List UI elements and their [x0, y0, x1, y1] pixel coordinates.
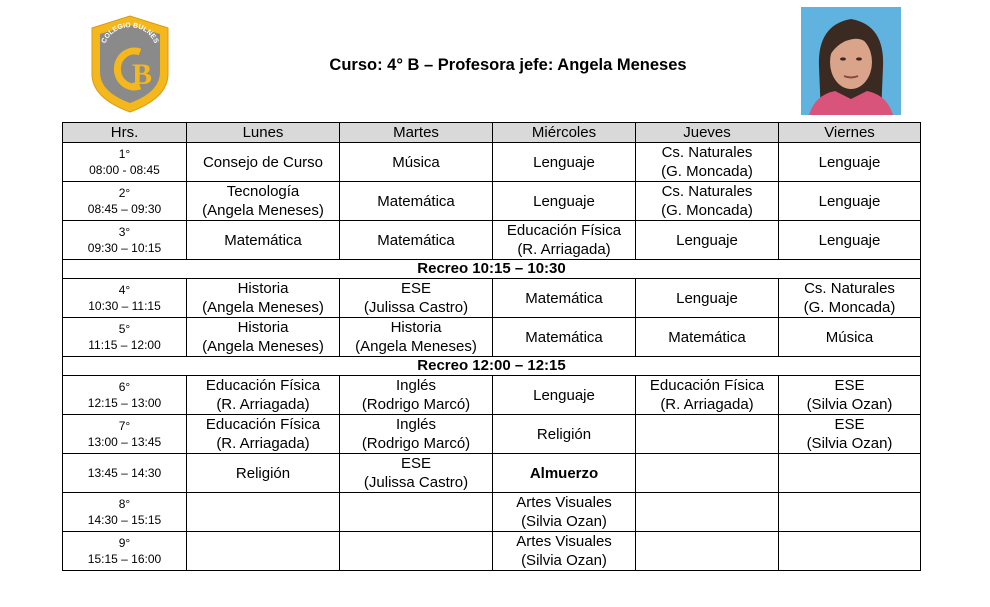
class-cell: [340, 532, 493, 571]
period-number: 5°: [118, 322, 131, 336]
subject-name: Educación Física: [205, 416, 321, 433]
schedule-table: [62, 122, 921, 571]
header-jueves: Jueves: [636, 123, 779, 143]
class-cell: [636, 143, 779, 182]
class-cell: [636, 454, 779, 493]
svg-text:B: B: [132, 58, 153, 91]
period-cell: [63, 318, 187, 357]
subject-name: Cs. Naturales: [661, 183, 753, 200]
subject-name: Música: [825, 328, 874, 346]
table-row: [63, 279, 921, 318]
table-row: [63, 532, 921, 571]
period-time: 08:00 - 08:45: [89, 163, 160, 177]
class-cell: [493, 376, 636, 415]
period-number: 8°: [118, 497, 131, 511]
class-cell: [187, 318, 340, 357]
period-time: 10:30 – 11:15: [88, 299, 161, 313]
class-cell: [187, 532, 340, 571]
class-cell: [340, 493, 493, 532]
period-number: 9°: [118, 536, 131, 550]
subject-name: Inglés: [395, 377, 437, 394]
class-cell: [340, 221, 493, 260]
subject-name: Almuerzo: [529, 464, 599, 482]
teacher-photo: [801, 7, 901, 115]
period-time: 09:30 – 10:15: [87, 241, 162, 255]
header-row: [63, 123, 921, 143]
class-cell: [340, 376, 493, 415]
class-cell: [187, 221, 340, 260]
header-viernes: Viernes: [779, 123, 921, 143]
teacher-name: (R. Arriagada): [216, 396, 310, 413]
class-cell: [779, 182, 921, 221]
class-cell: [636, 318, 779, 357]
class-cell: [636, 279, 779, 318]
teacher-name: (Rodrigo Marcó): [361, 396, 471, 413]
header-miercoles: Miércoles: [493, 123, 636, 143]
class-cell: [187, 454, 340, 493]
table-row: [63, 182, 921, 221]
teacher-name: (Julissa Castro): [363, 474, 469, 491]
class-cell: [493, 318, 636, 357]
class-cell: [493, 415, 636, 454]
class-cell: [493, 454, 636, 493]
subject-name: Artes Visuales: [516, 533, 612, 550]
subject-name: Educación Física: [506, 222, 622, 239]
subject-name: Historia: [390, 319, 442, 336]
period-time: 08:45 – 09:30: [87, 202, 162, 216]
subject-name: Inglés: [395, 416, 437, 433]
class-cell: [340, 182, 493, 221]
recess-label: Recreo 12:00 – 12:15: [63, 357, 921, 376]
recess-row: [63, 260, 921, 279]
subject-name: Matemática: [224, 231, 302, 249]
period-cell: [63, 221, 187, 260]
class-cell: [779, 221, 921, 260]
period-number: 4°: [118, 283, 131, 297]
subject-name: Educación Física: [649, 377, 765, 394]
class-cell: [340, 318, 493, 357]
subject-name: ESE: [834, 377, 865, 394]
teacher-name: (Julissa Castro): [363, 299, 469, 316]
header-hrs: Hrs.: [63, 123, 187, 143]
page-title: Curso: 4° B – Profesora jefe: Angela Meneses: [329, 56, 687, 74]
class-cell: [779, 318, 921, 357]
class-cell: [493, 279, 636, 318]
class-cell: [779, 493, 921, 532]
class-cell: [187, 415, 340, 454]
teacher-name: (G. Moncada): [661, 163, 753, 180]
subject-name: Tecnología: [226, 183, 300, 200]
class-cell: [340, 415, 493, 454]
subject-name: Lenguaje: [818, 153, 881, 171]
period-time: 14:30 – 15:15: [87, 513, 162, 527]
class-cell: [187, 279, 340, 318]
teacher-name: (Angela Meneses): [202, 338, 324, 355]
subject-name: Lenguaje: [818, 231, 881, 249]
period-cell: [63, 532, 187, 571]
teacher-name: (Silvia Ozan): [521, 513, 607, 530]
subject-name: Lenguaje: [533, 386, 595, 404]
class-cell: [636, 415, 779, 454]
teacher-name: (G. Moncada): [803, 299, 896, 316]
subject-name: Historia: [237, 319, 289, 336]
subject-name: Educación Física: [205, 377, 321, 394]
period-cell: [63, 143, 187, 182]
class-cell: [187, 143, 340, 182]
subject-name: Lenguaje: [676, 289, 738, 307]
class-cell: [187, 376, 340, 415]
teacher-name: (Angela Meneses): [202, 202, 324, 219]
class-cell: [187, 493, 340, 532]
class-cell: [187, 182, 340, 221]
teacher-name: (Silvia Ozan): [806, 435, 893, 452]
period-cell: [63, 493, 187, 532]
class-cell: [340, 454, 493, 493]
subject-name: Religión: [536, 425, 592, 443]
subject-name: ESE: [834, 416, 865, 433]
period-time: 12:15 – 13:00: [87, 396, 162, 410]
school-logo: [88, 12, 172, 114]
class-cell: [636, 376, 779, 415]
subject-name: Cs. Naturales: [804, 280, 895, 297]
period-cell: [63, 415, 187, 454]
class-cell: [779, 143, 921, 182]
class-cell: [340, 143, 493, 182]
class-cell: [636, 532, 779, 571]
teacher-name: (Silvia Ozan): [806, 396, 893, 413]
table-row: [63, 143, 921, 182]
table-row: [63, 493, 921, 532]
period-number: 1°: [118, 147, 131, 161]
teacher-name: (Rodrigo Marcó): [361, 435, 471, 452]
class-cell: [779, 279, 921, 318]
subject-name: Lenguaje: [676, 231, 738, 249]
class-cell: [493, 221, 636, 260]
subject-name: Matemática: [377, 231, 455, 249]
header-lunes: Lunes: [187, 123, 340, 143]
subject-name: ESE: [400, 455, 431, 472]
recess-label: Recreo 10:15 – 10:30: [63, 260, 921, 279]
subject-name: Lenguaje: [533, 153, 595, 171]
class-cell: [779, 532, 921, 571]
teacher-name: (R. Arriagada): [216, 435, 310, 452]
subject-name: Cs. Naturales: [661, 144, 753, 161]
subject-name: Matemática: [525, 289, 603, 307]
period-number: 2°: [118, 186, 131, 200]
period-number: 3°: [118, 225, 131, 239]
class-cell: [340, 279, 493, 318]
period-time: 11:15 – 12:00: [88, 338, 161, 352]
header-martes: Martes: [340, 123, 493, 143]
table-row: [63, 415, 921, 454]
period-cell: [63, 279, 187, 318]
table-row: [63, 454, 921, 493]
class-cell: [779, 376, 921, 415]
subject-name: Matemática: [525, 328, 603, 346]
table-row: [63, 318, 921, 357]
class-cell: [779, 454, 921, 493]
period-time: 13:00 – 13:45: [87, 435, 162, 449]
class-cell: [636, 493, 779, 532]
subject-name: Consejo de Curso: [202, 153, 324, 171]
subject-name: Lenguaje: [818, 192, 881, 210]
class-cell: [779, 415, 921, 454]
subject-name: Lenguaje: [533, 192, 595, 210]
teacher-name: (R. Arriagada): [660, 396, 754, 413]
class-cell: [493, 182, 636, 221]
class-cell: [493, 493, 636, 532]
subject-name: Artes Visuales: [516, 494, 612, 511]
class-cell: [493, 532, 636, 571]
period-cell: [63, 376, 187, 415]
teacher-name: (Angela Meneses): [355, 338, 477, 355]
period-time: 15:15 – 16:00: [87, 552, 162, 566]
subject-name: ESE: [400, 280, 431, 297]
table-row: [63, 376, 921, 415]
period-time: 13:45 – 14:30: [87, 466, 162, 480]
subject-name: Religión: [235, 464, 291, 482]
class-cell: [636, 221, 779, 260]
teacher-name: (Angela Meneses): [202, 299, 324, 316]
class-cell: [493, 143, 636, 182]
subject-name: Música: [392, 153, 440, 171]
teacher-name: (R. Arriagada): [517, 241, 611, 258]
teacher-name: (G. Moncada): [661, 202, 753, 219]
subject-name: Historia: [237, 280, 289, 297]
period-cell: [63, 182, 187, 221]
period-cell: [63, 454, 187, 493]
subject-name: Matemática: [377, 192, 455, 210]
class-cell: [636, 182, 779, 221]
subject-name: Matemática: [668, 328, 746, 346]
logo-arc-text: COLEGIO BULNES: [100, 22, 160, 45]
teacher-name: (Silvia Ozan): [521, 552, 607, 569]
period-number: 7°: [118, 419, 131, 433]
table-row: [63, 221, 921, 260]
period-number: 6°: [118, 380, 131, 394]
recess-row: [63, 357, 921, 376]
